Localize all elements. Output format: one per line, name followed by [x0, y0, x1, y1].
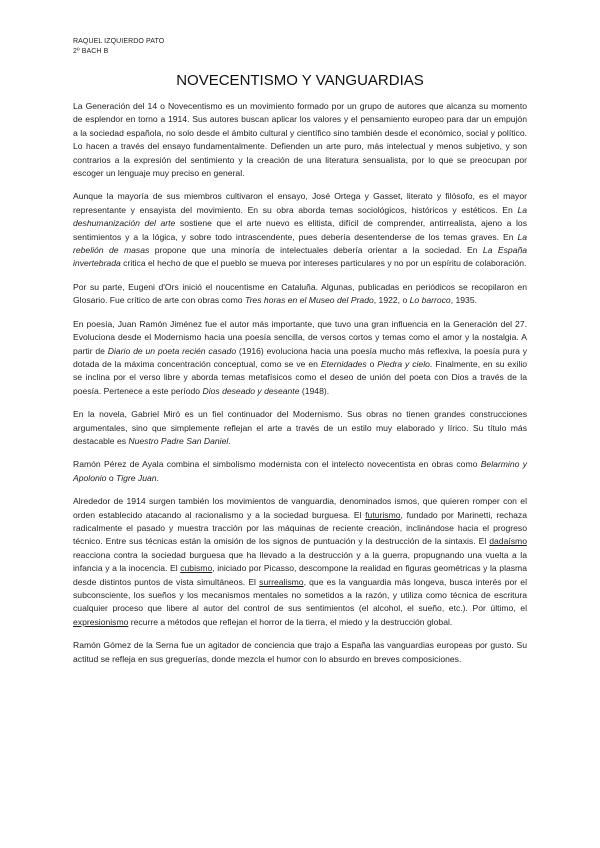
- paragraph-text: o: [366, 358, 378, 369]
- body-paragraph: [73, 190, 527, 270]
- paragraph-text: (1916) evoluciona hacia una poesía mucho más reflexiva, la poesía pura y dotada de la máxima concentración conceptual, como se ve en: [73, 345, 528, 369]
- paragraph-text: recurre a métodos que reflejan el horror de la tierra, el miedo y la destrucción global.: [128, 616, 453, 627]
- paragraph-text: Aunque la mayoría de sus miembros cultivaron el ensayo, José Ortega y Gasset, literato y filósofo, es el mayor representante y ensayista del movimiento. En su obra aborda temas sociológicos, históricos y estéticos. En: [73, 191, 527, 215]
- work-title: La deshumanización del arte: [73, 204, 527, 229]
- document-header: [73, 37, 164, 57]
- work-title: Tres horas en el Museo del Prado: [244, 295, 374, 306]
- paragraph-text: o: [106, 472, 117, 483]
- author-name: RAQUEL IZQUIERDO PATO: [73, 38, 165, 45]
- body-paragraph: [73, 100, 527, 180]
- work-title: La España invertebrada: [73, 245, 528, 269]
- paragraph-text: , iniciado por Picasso, descompone la realidad en figuras geométricas y la plasma desde distintos puntos de vista simultáneos. El: [73, 563, 527, 587]
- page-title: NOVECENTISMO Y VANGUARDIAS: [176, 72, 424, 89]
- movement-term: surrealismo: [259, 576, 304, 587]
- work-title: Dios deseado y deseante: [202, 385, 300, 396]
- work-title: Lo barroco: [409, 295, 451, 306]
- paragraph-text: sostiene que el arte nuevo es elitista, difícil de comprender, antirrealista, ajeno a los sentimientos y a la lógica, y sobre todo intrascendente, pues debería desentenderse de los temas graves. En: [73, 218, 528, 242]
- paragraph-text: Ramón Gómez de la Serna fue un agitador de conciencia que trajo a España las vanguardias europeas por gusto. Su actitud se refleja en sus greguerías, donde mezcla el humor con lo absurdo en breves composiciones.: [73, 640, 527, 664]
- work-title: Eternidades: [320, 358, 367, 369]
- body-paragraph: [73, 408, 527, 448]
- paragraph-text: En la novela, Gabriel Miró es un fiel continuador del Modernismo. Sus obras no tienen grandes construcciones argumentales, sino que simplemente reflejan el arte a través de un estilo muy elaborado y lírico. Su título más destacable es: [73, 409, 527, 446]
- work-title: Tigre Juan: [116, 472, 157, 483]
- course-label: 2º BACH B: [73, 48, 109, 55]
- body-paragraph: [73, 458, 527, 485]
- movement-term: dadaísmo: [489, 536, 527, 547]
- paragraph-text: .: [156, 472, 159, 483]
- movement-term: cubismo: [180, 563, 213, 574]
- paragraph-text: , 1935.: [450, 295, 477, 306]
- document-body: [73, 100, 527, 676]
- paragraph-text: La Generación del 14 o Novecentismo es un movimiento formado por un grupo de autores que alcanza su momento de esplendor en torno a 1914. Sus autores buscan aplicar los valores y el pensamiento europeo para dar un empujón a la sociedad española, no solo desde el ámbito cultural y científico sino también desde el económico, social y político. Lo hacen a través del ensayo fundamentalmente. Defienden un arte puro, más intelectual y menos subjetivo, y son contrarios a la expresión del sentimiento y la creación de una literatura sensualista, por lo que se preocupan por escoger un lenguaje muy preciso en general.: [73, 101, 527, 179]
- paragraph-text: . Finalmente, en su exilio se inclina por el verso libre y aborda temas metafísicos como el deseo de unión del poeta con Dios a través de la poesía. Pertenece a este período: [73, 358, 528, 396]
- work-title: Diario de un poeta recién casado: [107, 345, 237, 356]
- body-paragraph: [73, 281, 527, 308]
- paragraph-text: , fundado por Marinetti, rechaza radicalmente el pasado y muestra tracción por las máquinas de reciente creación, inclinándose hacia el progreso técnico. Entre sus técnicas están la omisión de los signos de puntuación y la destrucción de la sintaxis. El: [73, 509, 527, 547]
- body-paragraph: [73, 639, 527, 666]
- paragraph-text: En poesía, Juan Ramón Jiménez fue el autor más importante, que tuvo una gran influencia en la Generación del 27. Evoluciona desde el Modernismo hacia una poesía sencilla, de versos cortos y temas como el amor y la nostalgia. A partir de: [73, 318, 527, 356]
- movement-term: expresionismo: [73, 616, 129, 627]
- paragraph-text: reacciona contra la sociedad burguesa que ha llevado a la destrucción y a la guerra, propugnando una vuelta a la infancia y a la inocencia. El: [73, 549, 527, 574]
- work-title: Piedra y cielo: [377, 358, 430, 369]
- paragraph-text: critica el hecho de que el pueblo se mueva por intereses particulares y no por un espíritu de colaboración.: [120, 258, 527, 269]
- work-title: Belarmino y Apolonio: [73, 459, 527, 483]
- body-paragraph: [73, 318, 527, 398]
- paragraph-text: .: [228, 435, 231, 446]
- paragraph-text: , 1922, o: [373, 295, 410, 306]
- body-paragraph: [73, 495, 527, 629]
- paragraph-text: Ramón Pérez de Ayala combina el simbolismo modernista con el intelecto novecentista en obras como: [73, 459, 481, 470]
- paragraph-text: , que es la vanguardia más longeva, busca interés por el subconsciente, los sueños y los mecanismos mentales no sometidos a la razón, y utiliza como técnica de escritura cualquier proceso que libere al autor del control de sus sentimientos (el alcohol, el sueño, etc.). Por último, el: [73, 576, 527, 614]
- work-title: Nuestro Padre San Daniel: [128, 435, 229, 446]
- paragraph-text: (1948).: [299, 385, 330, 396]
- work-title: La rebelión de masas: [73, 231, 527, 256]
- paragraph-text: Alrededor de 1914 surgen también los movimientos de vanguardia, denominados ismos, que quieren romper con el orden establecido atacando al racionalismo y a la sociedad burguesa. El: [73, 496, 527, 520]
- paragraph-text: propone que una minoría de intelectuales debería orientar a la sociedad. En: [149, 245, 483, 256]
- movement-term: futurismo: [365, 509, 401, 520]
- paragraph-text: Por su parte, Eugeni d'Ors inició el noucentisme en Cataluña. Algunas, publicadas en periódicos se recopilaron en Glosario. Fue crítico de arte con obras como: [73, 281, 527, 306]
